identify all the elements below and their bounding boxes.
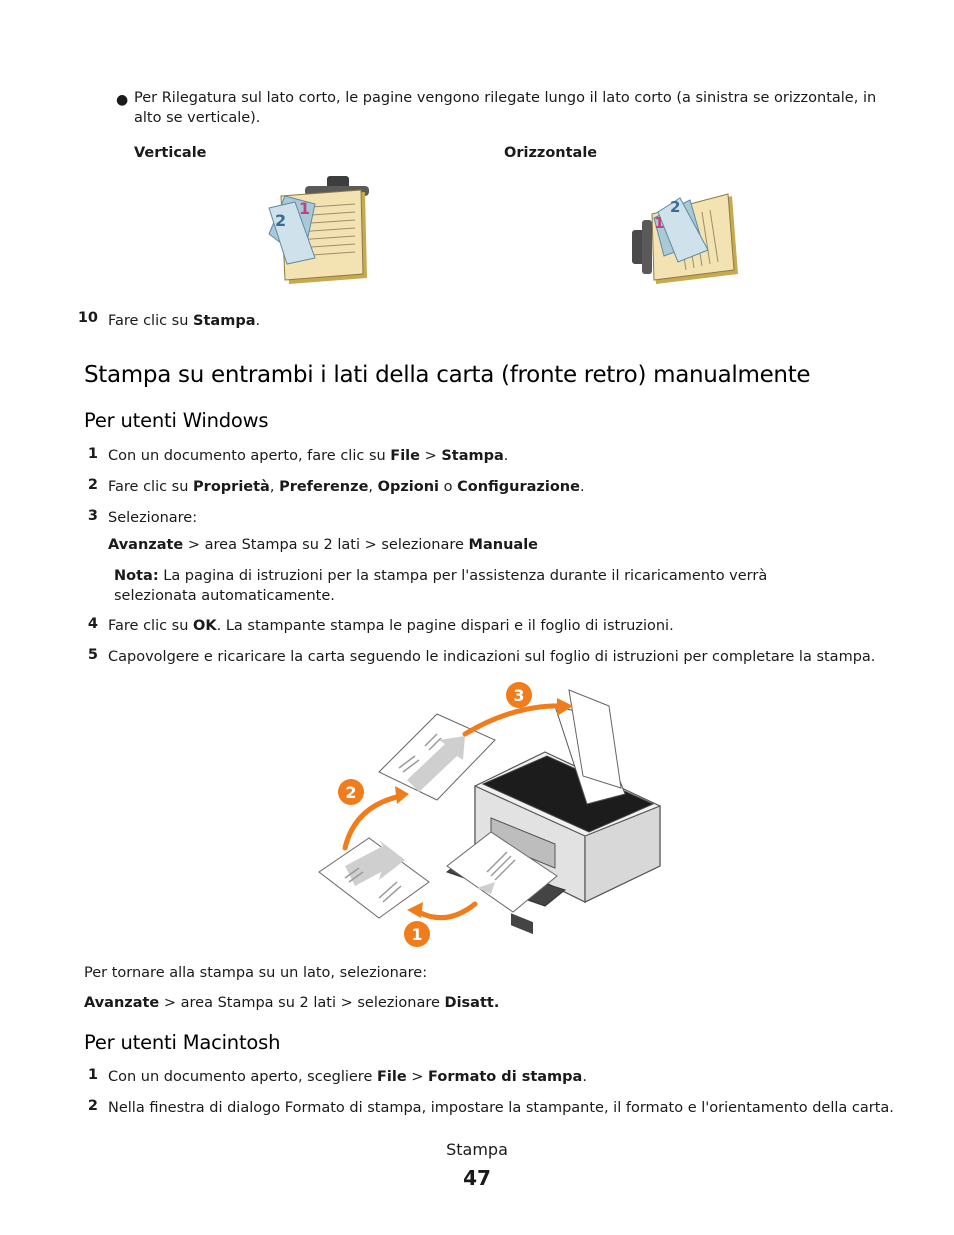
horizontal-page-2-number: 2 bbox=[670, 198, 681, 216]
badge-3: 3 bbox=[513, 686, 525, 705]
mac-step-1-number: 1 bbox=[87, 1067, 98, 1083]
vertical-page-1-number: 1 bbox=[299, 199, 311, 218]
printer-reload-illustration bbox=[315, 676, 665, 951]
horizontal-binding-illustration bbox=[628, 190, 748, 294]
mac-step-2-number: 2 bbox=[87, 1098, 98, 1114]
win-step-1-text: Con un documento aperto, fare clic su File > Stampa. bbox=[108, 448, 509, 464]
mac-step-1-text: Con un documento aperto, scegliere File > Formato di stampa. bbox=[108, 1069, 587, 1085]
win-step-5-text: Capovolgere e ricaricare la carta seguendo le indicazioni sul foglio di istruzioni per completare la stampa. bbox=[108, 649, 876, 665]
bullet-text: Per Rilegatura sul lato corto, le pagine vengono rilegate lungo il lato corto (a sinistra se orizzontale, in alto se verticale). bbox=[134, 90, 877, 126]
vertical-binding-illustration bbox=[255, 168, 375, 293]
win-path-manual: Avanzate > area Stampa su 2 lati > selezionare Manuale bbox=[108, 537, 538, 553]
step-10-text: Fare clic su Stampa. bbox=[108, 313, 261, 329]
page-number: 47 bbox=[463, 1166, 491, 1190]
horizontal-page-1-number: 1 bbox=[654, 214, 665, 232]
win-step-1-number: 1 bbox=[87, 446, 98, 462]
vertical-page-2-number: 2 bbox=[275, 211, 287, 230]
bullet-dot: ● bbox=[116, 92, 129, 108]
section-title: Stampa su entrambi i lati della carta (fronte retro) manualmente bbox=[84, 362, 811, 388]
win-step-4-number: 4 bbox=[87, 616, 98, 632]
return-text: Per tornare alla stampa su un lato, selezionare: bbox=[84, 965, 428, 981]
win-step-4-text: Fare clic su OK. La stampante stampa le pagine dispari e il foglio di istruzioni. bbox=[108, 618, 674, 634]
label-horizontal: Orizzontale bbox=[504, 145, 598, 161]
step-10-number: 10 bbox=[77, 310, 98, 326]
win-path-off: Avanzate > area Stampa su 2 lati > selezionare Disatt. bbox=[84, 995, 500, 1011]
win-step-2-number: 2 bbox=[87, 477, 98, 493]
win-note: Nota: La pagina di istruzioni per la stampa per l'assistenza durante il ricaricamento verrà selezionata automaticamente. bbox=[114, 568, 768, 604]
badge-2: 2 bbox=[345, 783, 357, 802]
win-step-3-text: Selezionare: bbox=[108, 510, 198, 526]
win-step-3-number: 3 bbox=[87, 508, 98, 524]
windows-heading: Per utenti Windows bbox=[84, 409, 269, 432]
label-vertical: Verticale bbox=[134, 145, 207, 161]
badge-1: 1 bbox=[411, 925, 423, 944]
mac-step-2-text: Nella finestra di dialogo Formato di stampa, impostare la stampante, il formato e l'orientamento della carta. bbox=[108, 1100, 894, 1116]
win-step-2-text: Fare clic su Proprietà, Preferenze, Opzioni o Configurazione. bbox=[108, 479, 585, 495]
macintosh-heading: Per utenti Macintosh bbox=[84, 1031, 281, 1054]
footer-chapter-label: Stampa bbox=[446, 1140, 508, 1159]
win-step-5-number: 5 bbox=[87, 647, 98, 663]
